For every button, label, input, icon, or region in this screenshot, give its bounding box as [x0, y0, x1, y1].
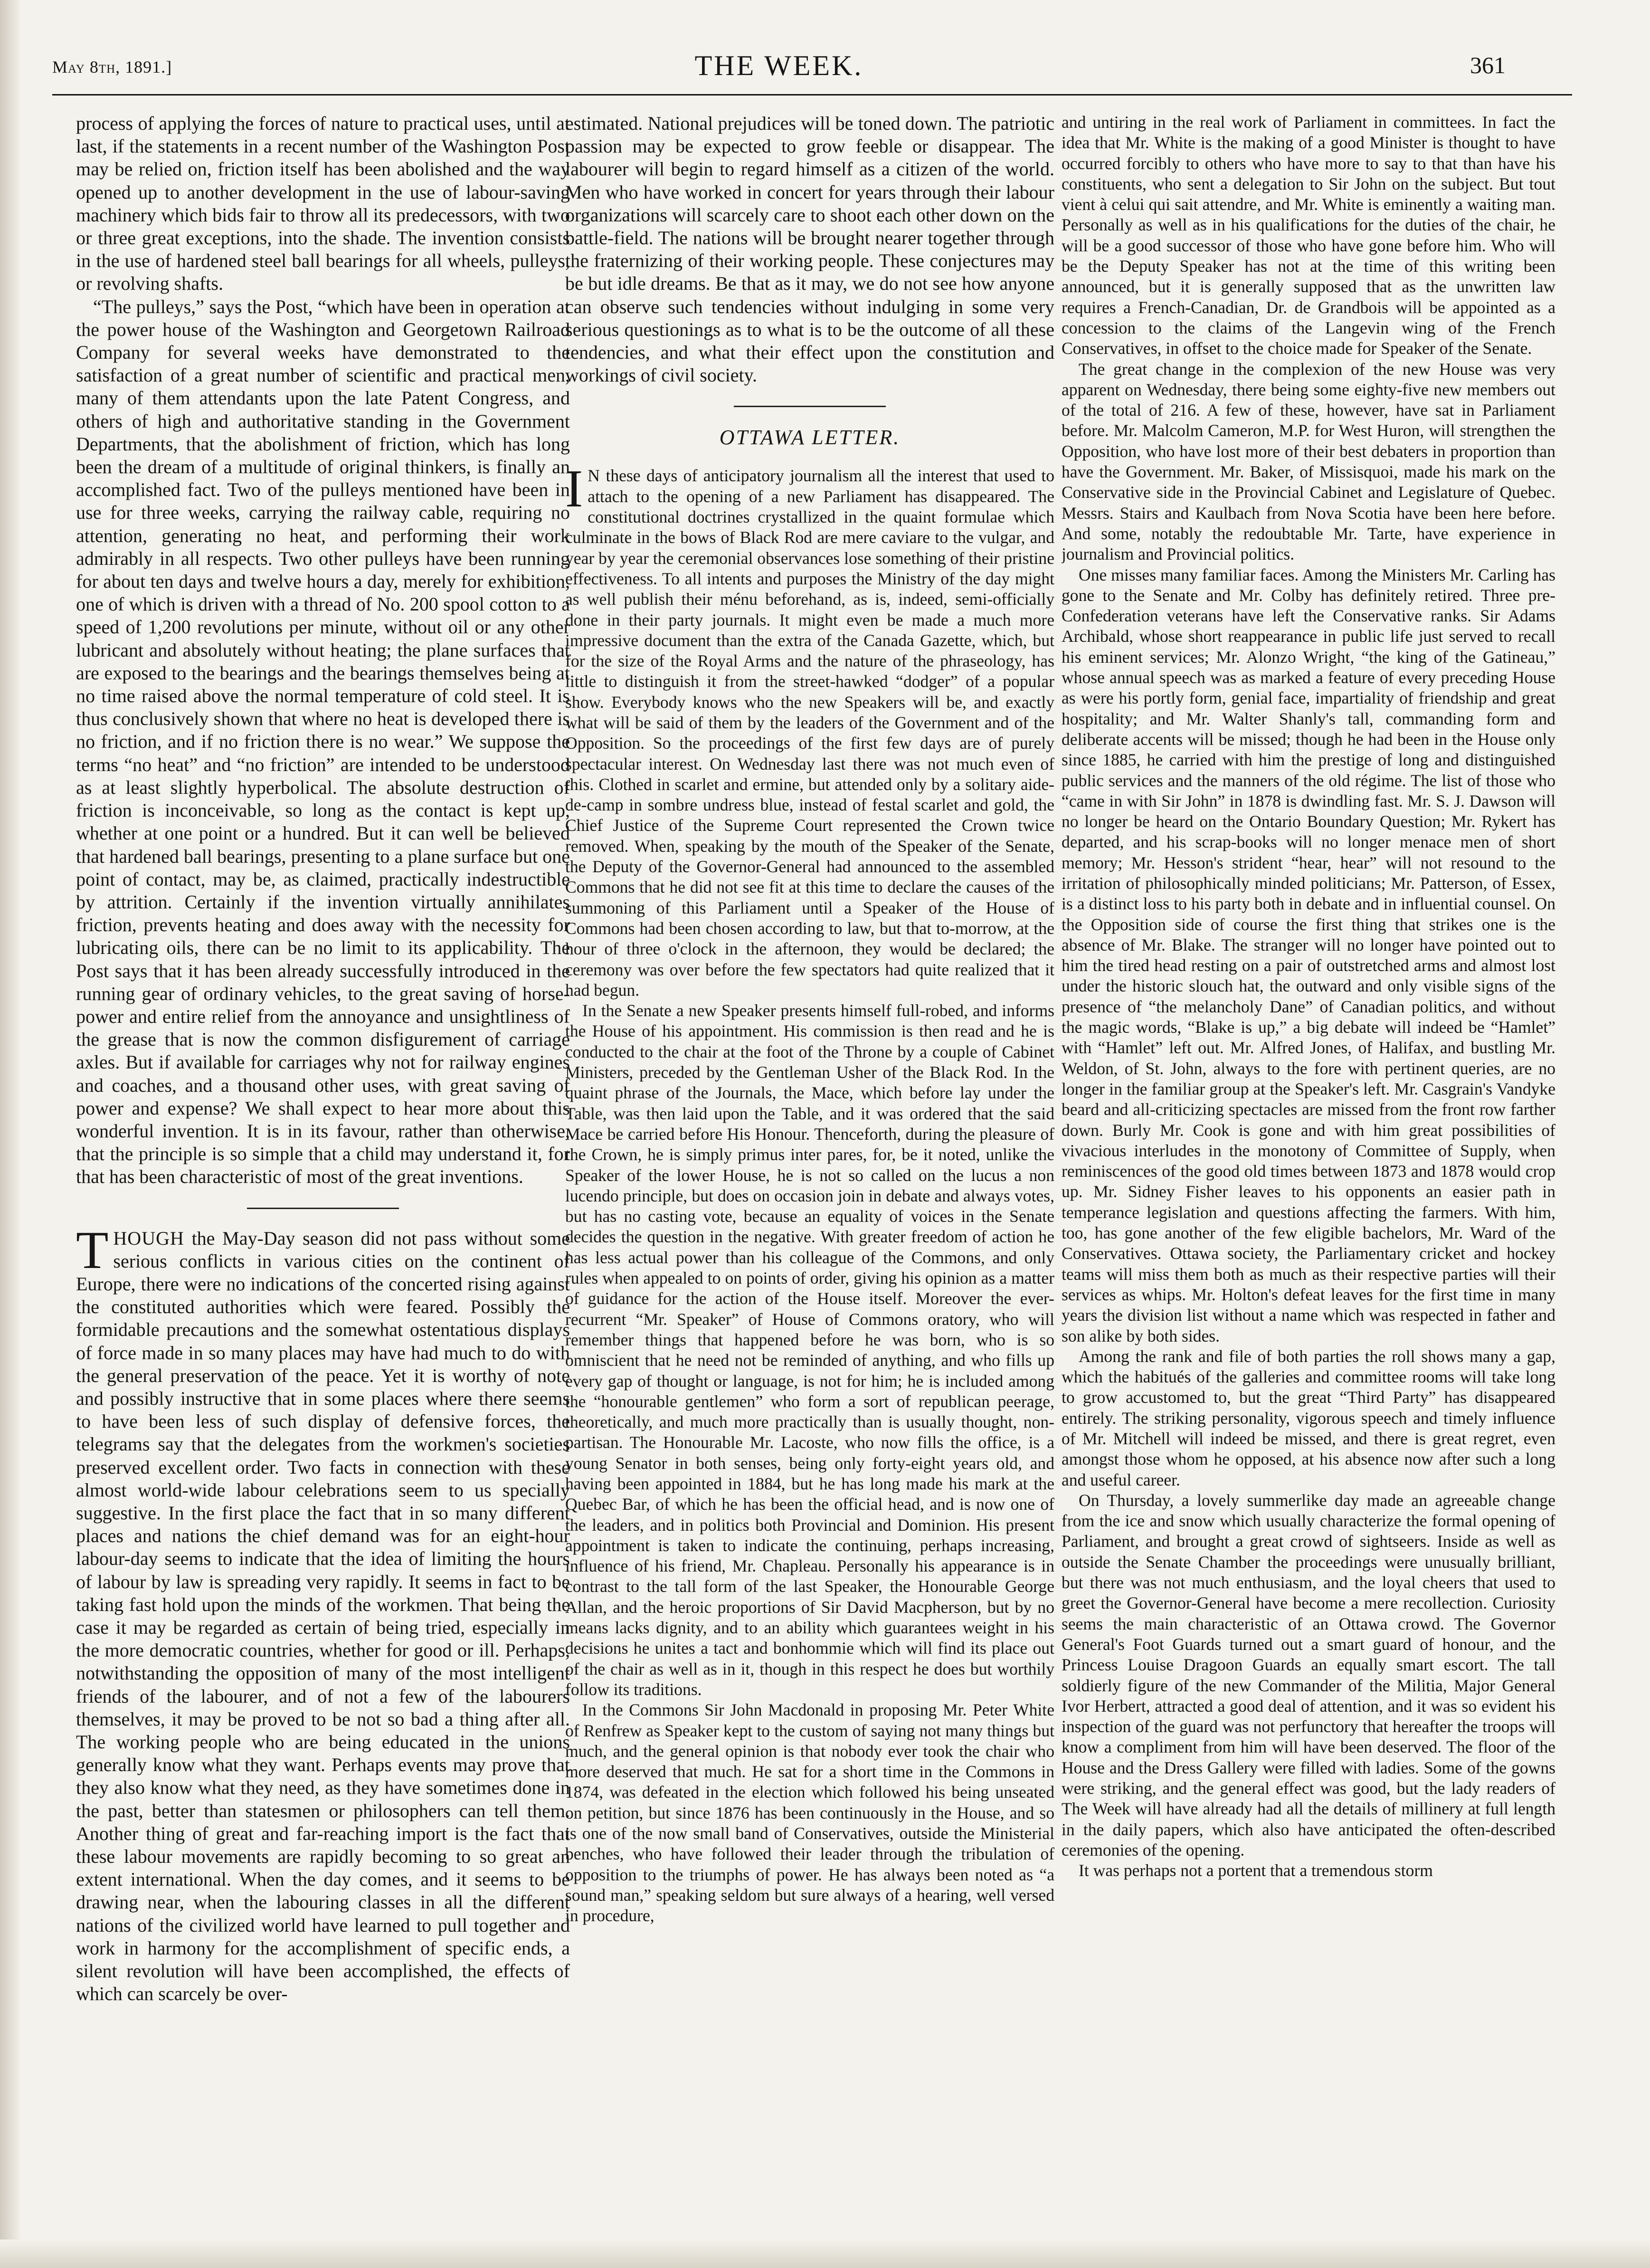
page-edge-shadow [0, 0, 22, 2268]
page-header [52, 52, 1506, 81]
article-paragraph: One misses many familiar faces. Among the Ministers Mr. Carling has gone to the Senate and Mr. Colby has definitely retired. Three pre-Confederation veterans have left the Conservative ranks. Sir Adams Archibald, whose short reappearance in public life just served to recall his eminent services; Mr. Alonzo Wright, “the king of the Gatineau,” whose annual speech was as marked a feature of every preceding House as were his portly form, genial face, impartiality of friendship and great hospitality; and Mr. Walter Shanly's tall, commanding form and deliberate accents will be missed; though he had been in the House only since 1885, he carried with him the prestige of long and distinguished public services and the manners of the old régime. The list of those who “came in with Sir John” in 1878 is dwindling fast. Mr. S. J. Dawson will no longer be heard on the Ontario Boundary Question; Mr. Rykert has departed, and his scrap-books will no longer menace men of short memory; Mr. Hesson's strident “hear, hear” will not resound to the irritation of philosophically minded politicians; Mr. Patterson, of Essex, is a distinct loss to his party both in debate and in influential counsel. On the Opposition side of course the first thing that strikes one is the absence of Mr. Blake. The stranger will no longer have pointed out to him the tired head resting on a pair of outstretched arms and almost lost under the historic slouch hat, the outward and only visible signs of the presence of “the melancholy Dane” of Canadian politics, and without the magic words, “Blake is up,” a big debate will indeed be “Hamlet” with “Hamlet” left out. Mr. Alfred Jones, of Halifax, and bustling Mr. Weldon, of St. John, always to the fore with pertinent queries, are no longer in the familiar group at the Speaker's left. Mr. Casgrain's Vandyke beard and all-criticizing spectacles are missed from the front row farther down. Burly Mr. Cook is gone and with him great possibilities of vivacious interludes in the monotony of Committee of Supply, when reminiscences of the good old times between 1873 and 1878 would crop up. Mr. Sidney Fisher leaves to his opponents an easier path in temperance legislation and questions affecting the farmers. With him, too, has gone another of the few eligible bachelors, Mr. Ward of the Conservatives. Ottawa society, the Parliamentary cricket and hockey teams will miss them both as much as their respective parties will their services as whips. Mr. Holton's defeat leaves for the first time in many years the division list without a name which was respected in father and son alike by both sides. [1062, 565, 1555, 1345]
lead-word: HOUGH [113, 1227, 184, 1249]
paragraph-text: the May-Day season did not pass without some serious conflicts in various cities on the continent of Europe, there were no indications of the concerted rising against the constituted authorities which were feared. Possibly the formidable precautions and the somewhat ostentatious displays of force made in so many places may have had much to do with the general preservation of the peace. Yet it is worthy of note and possibly instructive that in some places where there seems to have been less of such display of defensive forces, the telegrams say that the delegates from the workmen's societies preserved excellent order. Two facts in connection with these almost world-wide labour celebrations seem to us specially suggestive. In the first place the fact that in so many different places and nations the chief demand was for an eight-hour labour-day seems to indicate that the idea of limiting the hours of labour by law is spreading very rapidly. It seems in fact to be taking fast hold upon the minds of the workmen. That being the case it may be regarded as certain of being tried, especially in the more democratic countries, whether for good or ill. Perhaps, notwithstanding the opposition of many of the most intelligent friends of the labourer, and of not a few of the labourers themselves, it may be proved to be not so bad a thing after all. The working people who are being educated in the unions generally know what they want. Perhaps events may prove that they also know what they need, as they have sometimes done in the past, better than statesmen or philosophers can tell them. Another thing of great and far-reaching import is the fact that these labour movements are rapidly becoming to so great an extent international. When the day comes, and it seems to be drawing near, when the labouring classes in all the different nations of the civilized world have learned to pull together and work in harmony for the accomplishment of specific ends, a silent revolution will have been accomplished, the effects of which can scarcely be over- [76, 1227, 570, 2005]
article-paragraph: process of applying the forces of nature to practical uses, until at last, if the statements in a recent number of the Washington Post may be relied on, friction itself has been abolished and the way opened up to another development in the use of labour-saving machinery which bids fair to throw all its predecessors, with two or three great exceptions, into the shade. The invention consists in the use of hardened steel ball bearings for all wheels, pulleys, or revolving shafts. [76, 113, 570, 295]
article-paragraph: The great change in the complexion of the new House was very apparent on Wednesday, there being some eighty-five new members out of the total of 216. A few of these, however, have sat in Parliament before. Mr. Malcolm Cameron, M.P. for West Huron, will strengthen the Opposition, who have lost more of their best debaters in proportion than have the Government. Mr. Baker, of Missisquoi, made his mark on the Conservative side in the Provincial Cabinet and Legislature of Quebec. Messrs. Stairs and Kaulbach from Nova Scotia have been here before. And some, notably the redoubtable Mr. Tarte, have experience in journalism and Provincial politics. [1062, 359, 1555, 564]
column-2 [565, 112, 1054, 2231]
section-divider [734, 406, 886, 407]
drop-cap: T [76, 1220, 109, 1280]
article-paragraph [76, 1220, 570, 2006]
drop-cap: I [565, 459, 583, 519]
article-paragraph: It was perhaps not a portent that a tremendous storm [1079, 1861, 1433, 1880]
column-1 [76, 112, 570, 2231]
article-paragraph: “The pulleys,” says the Post, “which have been in operation at the power house of the Washington and Georgetown Railroad Company for several weeks have demonstrated to the satisfaction of a great number of scientific and practical men, many of them attendants upon the late Patent Congress, and others of high and authoritative standing in the Government Departments, that the abolishment of friction, which has long been the dream of a multitude of original thinkers, is finally an accomplished fact. Two of the pulleys mentioned have been in use for three weeks, carrying the railway cable, requiring no attention, generating no heat, and performing their work admirably in all respects. Two other pulleys have been running for about ten days and twelve hours a day, merely for exhibition, one of which is driven with a thread of No. 200 spool cotton to a speed of 1,200 revolutions per minute, without oil or any other lubricant and absolutely without heating; the plane surfaces that are exposed to the bearings and the bearings themselves being at no time raised above the normal temperature of cold steel. It is thus conclusively shown that where no heat is developed there is no friction, and if no friction there is no wear.” We suppose the terms “no heat” and “no friction” are intended to be understood as at least slightly hyperbolical. The absolute destruction of friction is inconceivable, so long as the contact is kept up, whether at one point or a hundred. But it can well be believed that hardened ball bearings, presenting to a plane surface but one point of contact, may be, as claimed, practically indestructible by attrition. Certainly if the invention virtually annihilates friction, prevents heating and does away with the necessity for lubricating oils, there can be no limit to its applicability. The Post says that it has been already successfully introduced in the running gear of ordinary vehicles, to the great saving of horse-power and entire relief from the annoyance and unsightliness of the grease that is now the common disfigurement of carriage axles. But if available for carriages why not for railway engines and coaches, and a thousand other uses, with great saving of power and expense? We shall expect to hear more about this wonderful invention. It is in its favour, rather than otherwise, that the principle is so simple that a child may understand it, for that has been characteristic of most of the great inventions. [76, 295, 570, 1188]
page-number: 361 [1470, 52, 1506, 78]
page-edge-shadow-bottom [0, 2239, 1650, 2268]
article-paragraph: In the Senate a new Speaker presents himself full-robed, and informs the House of his appointment. His commission is then read and he is conducted to the chair at the foot of the Throne by a couple of Cabinet Ministers, preceded by the Gentleman Usher of the Black Rod. In the quaint phrase of the Journals, the Mace, which before lay under the Table, was then laid upon the Table, and it was ordered that the said Mace be carried before His Honour. Thenceforth, during the pleasure of the Crown, he is simply primus inter pares, for, be it noted, unlike the Speaker of the lower House, he is not so called on the lucus a non lucendo principle, but does on occasion join in debate and always votes, but has no casting vote, because an equality of voices in the Senate decides the question in the negative. With greater freedom of action he has less actual power than his colleague of the Commons, and only rules when appealed to on points of order, giving his opinion as a matter of guidance for the action of the House itself. Moreover the ever-recurrent “Mr. Speaker” of House of Commons oratory, who will remember things that happened before he was born, who is so omniscient that he need not be reminded of anything, and who fills up every gap of thought or language, is not for him; he is included among the “honourable gentlemen” who form a sort of republican peerage, theoretically, and much more practically than is usually thought, non-partisan. The Honourable Mr. Lacoste, who now fills the office, is a young Senator in both senses, being only forty-eight years old, and having been appointed in 1884, but he has long made his mark at the Quebec Bar, of which he has been the official head, and is now one of the leaders, and in politics both Provincial and Dominion. His present appointment is taken to indicate the continuing, perhaps increasing, influence of his friend, Mr. Chapleau. Personally his appearance is in contrast to the tall form of the last Speaker, the Honourable George Allan, and the heroic proportions of Sir David Macpherson, but by no means lacks dignity, and to an ability which guarantees weight in his decisions he unites a tact and bonhommie which will find its place out of the chair as well as in it, though in this respect he does but worthily follow its traditions. [565, 1001, 1054, 1699]
paragraph-text: N these days of anticipatory journalism all the interest that used to attach to the opening of a new Parliament has disappeared. The constitutional doctrines crystallized in the quaint formulae which culminate in the bows of Black Rod are mere caviare to the vulgar, and year by year the ceremonial observances lose something of their pristine effectiveness. To all intents and purposes the Ministry of the day might as well publish their ménu beforehand, as is, indeed, semi-officially done in their party journals. It might even be made a much more impressive document than the extra of the Canada Gazette, which, but for the size of the Royal Arms and the nature of the phraseology, has little to distinguish it from the street-hawked “dodger” of a popular show. Everybody knows who the new Speakers will be, and exactly what will be said of them by the leaders of the Government and of the Opposition. So the proceedings of the first few days are of purely spectacular interest. On Wednesday last there was not much even of this. Clothed in scarlet and ermine, but attended only by a solitary aide-de-camp in sombre undress blue, instead of festal scarlet and gold, the Chief Justice of the Supreme Court represented the Crown twice removed. When, speaking by the mouth of the Speaker of the Senate, the Deputy of the Governor-General had announced to the assembled Commons that he did not see fit at this time to declare the causes of the summoning of this Parliament until a Speaker of the House of Commons had been chosen according to law, but that to-morrow, at the hour of three o'clock in the afternoon, they would be declared; the ceremony was over before the few spectators had quite realized that it had begun. [565, 466, 1054, 1000]
issue-date: May 8th, 1891.] [52, 57, 172, 76]
article-paragraph [565, 459, 1054, 1001]
article-paragraph: Among the rank and file of both parties the roll shows many a gap, which the habitués of the galleries and committee rooms will take long to grow accustomed to, but the great “Third Party” has disappeared entirely. The striking personality, vigorous speech and timely influence of Mr. Mitchell will indeed be missed, and there is great regret, even amongst those whom he opposed, at his absence now after such a long and useful career. [1062, 1346, 1555, 1489]
header-rule [52, 94, 1572, 95]
article-paragraph: In the Commons Sir John Macdonald in proposing Mr. Peter White of Renfrew as Speaker kept to the custom of saying not many things but much, and the general opinion is that nobody ever took the chair who more deserved that much. He sat for a short time in the Commons in 1874, was defeated in the election which followed his being unseated on petition, but since 1876 has been continuously in the House, and so is one of the now small band of Conservatives, outside the Ministerial benches, who have followed their leader through the tribulation of opposition to the triumphs of power. He has always been noted as “a sound man,” speaking seldom but sure always of a hearing, well versed in procedure, [565, 1700, 1054, 1925]
publication-title: THE WEEK. [694, 50, 863, 81]
article-paragraph: estimated. National prejudices will be toned down. The patriotic passion may be expected to grow feeble or disappear. The labourer will begin to regard himself as a citizen of the world. Men who have worked in concert for years through their labour organizations will scarcely care to shoot each other down on the battle-field. The nations will be brought nearer together through the fraternizing of their working people. These conjectures may be but idle dreams. Be that as it may, we do not see how anyone can observe such tendencies without indulging in some very serious questionings as to what is to be the outcome of all these tendencies, and what their effect upon the constitution and workings of civil society. [565, 113, 1054, 386]
section-divider [247, 1208, 399, 1209]
article-paragraph: On Thursday, a lovely summerlike day made an agreeable change from the ice and snow which usually characterize the formal opening of Parliament, and brought a great crowd of sightseers. Inside as well as outside the Senate Chamber the proceedings were unusually brilliant, but there was not much enthusiasm, and the loyal cheers that used to greet the Governor-General have become a mere recollection. Curiosity seems the main characteristic of an Ottawa crowd. The Governor General's Foot Guards turned out a smart guard of honour, and the Princess Louise Dragoon Guards an equally smart escort. The tall soldierly figure of the new Commander of the Militia, Major General Ivor Herbert, attracted a good deal of attention, and it was so evident his inspection of the guard was not perfunctory that hereafter the troops will know a compliment from him will have been deserved. The floor of the House and the Dress Gallery were filled with ladies. Some of the gowns were striking, and the general effect was good, but the lady readers of The Week will have already had all the details of millinery at full length in the daily papers, which also have anticipated the often-described ceremonies of the opening. [1062, 1490, 1555, 1859]
article-paragraph: and untiring in the real work of Parliament in committees. In fact the idea that Mr. White is the making of a good Minister is thought to have occurred forcibly to others who have more to say to that than have his constituents, who sent a delegation to Sir John on the subject. But tout vient à celui qui sait attendre, and Mr. White is eminently a waiting man. Personally as well as in his qualifications for the duties of the chair, he will be a good successor of those who have gone before him. Who will be the Deputy Speaker has not at the time of this writing been announced, but it is generally supposed that as the unwritten law requires a French-Canadian, Dr. de Grandbois will be appointed as a concession to the claims of the Langevin wing of the French Conservatives, in offset to the choice made for Speaker of the Senate. [1062, 113, 1555, 358]
section-title: OTTAWA LETTER. [719, 426, 901, 449]
column-3 [1062, 112, 1555, 2231]
